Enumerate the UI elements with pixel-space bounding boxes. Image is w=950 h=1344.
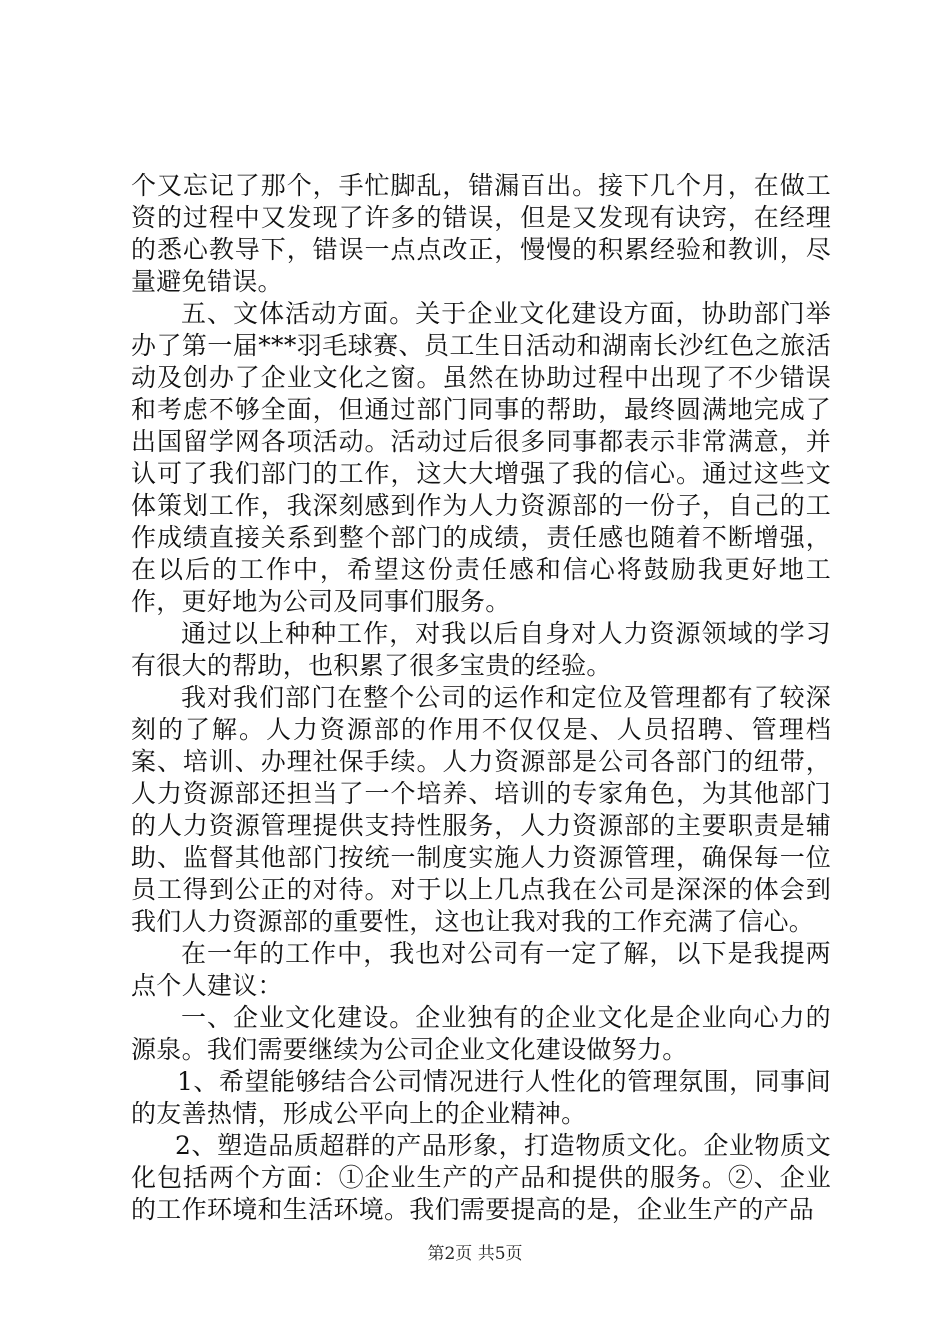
document-body	[131, 170, 831, 1226]
paragraph-department-understanding: 我对我们部门在整个公司的运作和定位及管理都有了较深刻的了解。人力资源部的作用不仅仅是、人员招聘、管理档案、培训、办理社保手续。人力资源部是公司各部门的纽带，人力资源部还担当了一个培养、培训的专家角色，为其他部门的人力资源管理提供支持性服务，人力资源部的主要职责是辅助、监督其他部门按统一制度实施人力资源管理，确保每一位员工得到公正的对待。对于以上几点我在公司是深深的体会到我们人力资源部的重要性，这也让我对我的工作充满了信心。	[131, 683, 831, 936]
paragraph-suggestion-2: 2、塑造品质超群的产品形象，打造物质文化。企业物质文化包括两个方面：①企业生产的产品和提供的服务。②、企业的工作环境和生活环境。我们需要提高的是，企业生产的产品	[131, 1131, 831, 1224]
page-footer	[0, 1243, 950, 1265]
paragraph-continuation: 个又忘记了那个，手忙脚乱，错漏百出。接下几个月，在做工资的过程中又发现了许多的错误，但是又发现有诀窍，在经理的悉心教导下，错误一点点改正，慢慢的积累经验和教训，尽量避免错误。	[131, 171, 831, 296]
paragraph-suggestions-intro: 在一年的工作中，我也对公司有一定了解，以下是我提两点个人建议：	[131, 939, 831, 1000]
page-number-indicator: 第2页 共5页	[427, 1244, 523, 1264]
paragraph-corporate-culture: 一、企业文化建设。企业独有的企业文化是企业向心力的源泉。我们需要继续为公司企业文化建设做努力。	[131, 1003, 831, 1064]
paragraph-suggestion-1: 1、希望能够结合公司情况进行人性化的管理氛围，同事间的友善热情，形成公平向上的企业精神。	[131, 1067, 831, 1128]
paragraph-summary: 通过以上种种工作，对我以后自身对人力资源领域的学习有很大的帮助，也积累了很多宝贵的经验。	[131, 619, 831, 680]
paragraph-cultural-activities: 五、文体活动方面。关于企业文化建设方面，协助部门举办了第一届***羽毛球赛、员工生日活动和湖南长沙红色之旅活动及创办了企业文化之窗。虽然在协助过程中出现了不少错误和考虑不够全面，但通过部门同事的帮助，最终圆满地完成了出国留学网各项活动。活动过后很多同事都表示非常满意，并认可了我们部门的工作，这大大增强了我的信心。通过这些文体策划工作，我深刻感到作为人力资源部的一份子，自己的工作成绩直接关系到整个部门的成绩，责任感也随着不断增强，在以后的工作中，希望这份责任感和信心将鼓励我更好地工作，更好地为公司及同事们服务。	[131, 299, 831, 616]
